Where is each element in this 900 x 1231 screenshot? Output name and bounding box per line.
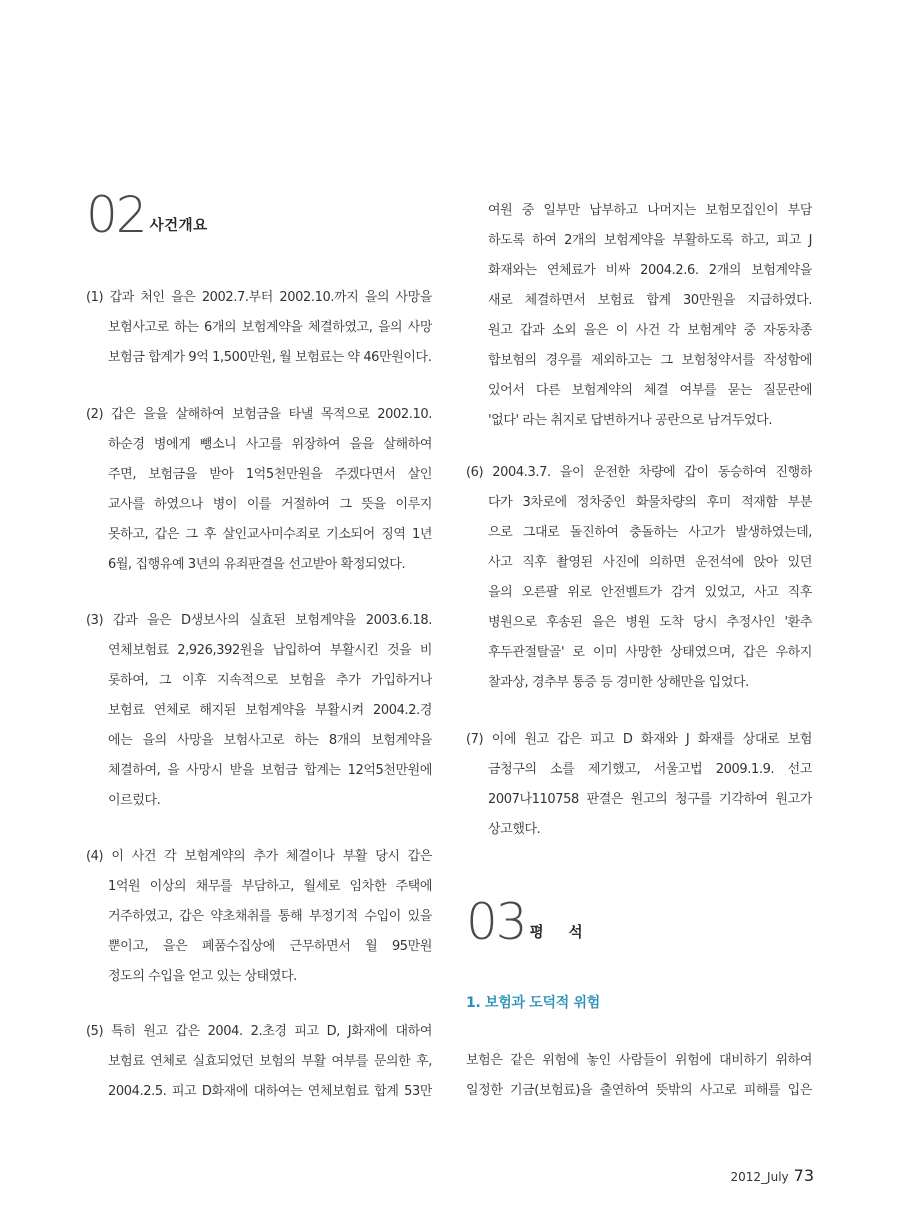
text-line: (6) 2004.3.7. 을이 운전한 차량에 갑이 동승하여 진행하 xyxy=(466,465,812,480)
case-item-7 xyxy=(466,725,812,845)
text-line: (5) 특히 원고 갑은 2004. 2.초경 피고 D, J화재에 대하여 xyxy=(86,1024,432,1039)
section-number: 02 xyxy=(86,186,146,244)
text-line: 6월, 집행유예 3년의 유죄판결을 선고받아 확정되었다. xyxy=(108,557,406,572)
text-line: 거주하였고, 갑은 약초채취를 통해 부정기적 수입이 있을 xyxy=(108,909,432,924)
text-line: 여원 중 일부만 납부하고 나머지는 보험모집인이 부담 xyxy=(488,203,812,218)
text-line: 못하고, 갑은 그 후 살인교사미수죄로 기소되어 징역 1년 xyxy=(108,527,432,542)
text-line: 뿐이고, 을은 폐품수집상에 근무하면서 월 95만원 xyxy=(108,939,432,954)
text-line: 찰과상, 경추부 통증 등 경미한 상해만을 입었다. xyxy=(488,675,749,690)
text-line: 이르렀다. xyxy=(108,793,161,808)
text-line: 사고 직후 촬영된 사진에 의하면 운전석에 앉아 있던 xyxy=(488,555,812,570)
text-line: 하도록 하여 2개의 보험계약을 부활하도록 하고, 피고 J xyxy=(488,233,812,248)
section-03-heading xyxy=(466,893,593,951)
text-line: 을의 오른팔 위로 안전벨트가 감겨 있었고, 사고 직후 xyxy=(488,585,812,600)
text-line: 2007나110758 판결은 원고의 청구를 기각하여 원고가 xyxy=(488,792,812,807)
text-line: 연체보험료 2,926,392원을 납입하여 부활시킨 것을 비 xyxy=(108,643,432,658)
case-item-2 xyxy=(86,400,432,580)
section-number: 03 xyxy=(466,893,526,951)
case-item-5 xyxy=(86,1017,432,1107)
text-line: 후두관절탈골' 로 이미 사망한 상태였으며, 갑은 우하지 xyxy=(488,645,812,660)
text-line: 체결하여, 을 사망시 받을 보험금 합계는 12억5천만원에 xyxy=(108,763,432,778)
text-line: 에는 을의 사망을 보험사고로 하는 8개의 보험계약을 xyxy=(108,733,432,748)
text-line: 다가 3차로에 정차중인 화물차량의 후미 적재함 부분 xyxy=(488,495,812,510)
text-line: 롯하여, 그 이후 지속적으로 보험을 추가 가입하거나 xyxy=(108,673,432,688)
text-line: 하순경 병에게 뺑소니 사고를 위장하여 을을 살해하여 xyxy=(108,437,432,452)
text-line: 보험사고로 하는 6개의 보험계약을 체결하였고, 을의 사망 xyxy=(108,320,432,335)
section-02-heading xyxy=(86,186,208,244)
text-line: '없다' 라는 취지로 답변하거나 공란으로 남겨두었다. xyxy=(488,413,773,428)
text-line: 교사를 하였으나 병이 이를 거절하여 그 뜻을 이루지 xyxy=(108,497,432,512)
text-line: 병원으로 후송된 을은 병원 도착 당시 추정사인 '환추 xyxy=(488,615,812,630)
text-line: (7) 이에 원고 갑은 피고 D 화재와 J 화재를 상대로 보험 xyxy=(466,732,812,747)
text-line: 정도의 수입을 얻고 있는 상태였다. xyxy=(108,969,297,984)
text-line: 보험은 같은 위험에 놓인 사람들이 위험에 대비하기 위하여 xyxy=(466,1053,812,1068)
issue-label: 2012_July xyxy=(730,1170,789,1184)
text-line: (1) 갑과 처인 을은 2002.7.부터 2002.10.까지 을의 사망을 xyxy=(86,290,432,305)
text-line: 상고했다. xyxy=(488,822,541,837)
page-number: 73 xyxy=(793,1166,814,1185)
text-line: 금청구의 소를 제기했고, 서울고법 2009.1.9. 선고 xyxy=(488,762,812,777)
body-paragraph xyxy=(466,1046,812,1106)
text-line: 1억원 이상의 채무를 부담하고, 월세로 임차한 주택에 xyxy=(108,879,432,894)
section-title: 사건개요 xyxy=(149,218,208,234)
text-line: (3) 갑과 을은 D생보사의 실효된 보험계약을 2003.6.18. xyxy=(86,613,432,628)
text-line: 합보험의 경우를 제외하고는 그 보험청약서를 작성함에 xyxy=(488,353,812,368)
case-item-5-continued xyxy=(466,196,812,436)
text-line: (4) 이 사건 각 보험계약의 추가 체결이나 부활 당시 갑은 xyxy=(86,849,432,864)
text-line: 원고 갑과 소외 을은 이 사건 각 보험계약 중 자동차종 xyxy=(488,323,812,338)
text-line: 주면, 보험금을 받아 1억5천만원을 주겠다면서 살인 xyxy=(108,467,432,482)
case-item-1 xyxy=(86,283,432,373)
section-title: 평 석 xyxy=(529,925,593,941)
text-line: 일정한 기금(보험료)을 출연하여 뜻밖의 사고로 피해를 입은 xyxy=(466,1083,812,1098)
case-item-3 xyxy=(86,606,432,816)
text-line: 새로 체결하면서 보험료 합계 30만원을 지급하였다. xyxy=(488,293,812,308)
text-line: 화재와는 연체료가 비싸 2004.2.6. 2개의 보험계약을 xyxy=(488,263,812,278)
case-item-6 xyxy=(466,458,812,698)
case-item-4 xyxy=(86,842,432,992)
text-line: 2004.2.5. 피고 D화재에 대하여는 연체보험료 합계 53만 xyxy=(108,1084,432,1099)
page-footer xyxy=(731,1166,814,1185)
text-line: 보험료 연체로 해지된 보험계약을 부활시켜 2004.2.경 xyxy=(108,703,432,718)
subheading: 1. 보험과 도덕적 위험 xyxy=(466,995,600,1011)
text-line: 으로 그대로 돌진하여 충돌하는 사고가 발생하였는데, xyxy=(488,525,812,540)
text-line: (2) 갑은 을을 살해하여 보험금을 타낼 목적으로 2002.10. xyxy=(86,407,432,422)
text-line: 보험료 연체로 실효되었던 보험의 부활 여부를 문의한 후, xyxy=(108,1054,432,1069)
text-line: 보험금 합계가 9억 1,500만원, 월 보험료는 약 46만원이다. xyxy=(108,350,432,365)
text-line: 있어서 다른 보험계약의 체결 여부를 묻는 질문란에 xyxy=(488,383,812,398)
